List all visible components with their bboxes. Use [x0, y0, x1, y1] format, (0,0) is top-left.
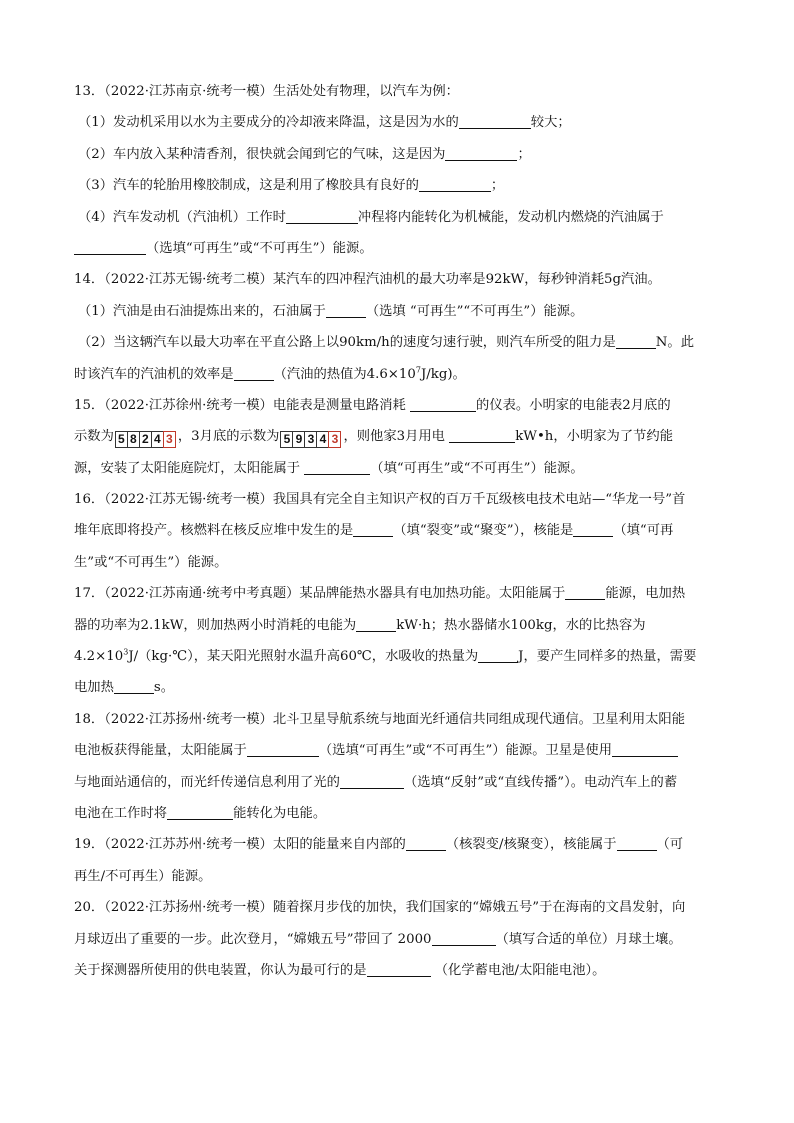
question-14-part-1 — [74, 296, 724, 327]
question-16-line-3 — [74, 547, 724, 578]
answer-blank[interactable] — [432, 927, 496, 946]
question-17-line-1 — [74, 578, 724, 609]
q18-text-6: 电池在工作时将 — [74, 805, 168, 821]
q16-text-2: 堆年底即将投产。核燃料在核反应堆中发生的是 — [74, 523, 354, 539]
q13-p3-text: （3）汽车的轮胎用橡胶制成，这是利用了橡胶具有良好的 — [78, 178, 419, 194]
q13-p3-tail: ； — [490, 178, 505, 194]
meter-digit: 9 — [292, 431, 305, 448]
question-18-line-2 — [74, 735, 724, 766]
q17-text-4: kW·h；热水器储水100kg，水的比热容为 — [396, 617, 646, 633]
q19-text-2: （核裂变/核聚变），核能属于 — [445, 837, 617, 853]
q20-text: 20．（2022·江苏扬州·统考一模）随着探月步伐的加快，我们国家的“嫦娥五号”于在海南的文昌发射，向 — [74, 900, 686, 916]
answer-blank[interactable] — [114, 675, 154, 694]
q18-text-4: 与地面站通信的，而光纤传递信息利用了光的 — [74, 774, 340, 790]
question-19-line-2 — [74, 861, 724, 892]
answer-blank[interactable] — [234, 362, 274, 381]
meter-digit: 4 — [151, 431, 164, 448]
answer-blank[interactable] — [612, 738, 678, 757]
answer-blank[interactable] — [478, 644, 518, 663]
q13-p4-text-2: 冲程将内能转化为机械能，发动机内燃烧的汽油属于 — [357, 209, 664, 225]
q19-text-3: （可 — [656, 837, 684, 853]
q14-p1-text: （1）汽油是由石油提炼出来的，石油属于 — [78, 303, 326, 319]
q13-p1-text: （1）发动机采用以水为主要成分的冷却液来降温，这是因为水的 — [78, 115, 459, 131]
question-13-part-1 — [74, 107, 724, 138]
question-20-line-1 — [74, 892, 724, 923]
q15-text-7: 源，安装了太阳能庭院灯，太阳能属于 — [74, 460, 301, 476]
q19-text: 19．（2022·江苏苏州·统考一模）太阳的能量来自内部的 — [74, 837, 406, 853]
q15-text-6: kW•h，小明家为了节约能 — [515, 429, 674, 445]
q17-text-5: 4.2×10 — [74, 649, 124, 665]
answer-blank[interactable] — [445, 142, 517, 161]
q15-text-3: 示数为 — [74, 429, 114, 445]
answer-blank[interactable] — [406, 832, 446, 851]
q17-text-2: 能源，电加热 — [605, 586, 686, 602]
answer-blank[interactable] — [286, 205, 358, 224]
q18-text-5: （选填“反射”或“直线传播”）。电动汽车上的蓄 — [403, 774, 678, 790]
meter-decimal-digit: 3 — [328, 431, 341, 448]
question-13-intro — [74, 76, 724, 107]
answer-blank[interactable] — [419, 173, 491, 192]
answer-blank[interactable] — [449, 424, 515, 443]
meter-decimal-digit: 3 — [163, 431, 176, 448]
answer-blank[interactable] — [565, 581, 605, 600]
q14-p1-tail: （选填 “可再生”“不可再生”）能源。 — [365, 303, 584, 319]
q13-p4-text: （4）汽车发动机（汽油机）工作时 — [78, 209, 286, 225]
q20-text-3: （填写合适的单位）月球土壤。 — [495, 931, 682, 947]
question-17-line-4 — [74, 672, 724, 703]
meter-digit: 2 — [139, 431, 152, 448]
question-13-part-3 — [74, 170, 724, 201]
question-19-line-1 — [74, 829, 724, 860]
worksheet — [74, 76, 724, 986]
q13-p2-tail: ； — [517, 146, 531, 162]
answer-blank[interactable] — [459, 110, 531, 129]
question-16-line-2 — [74, 515, 724, 546]
q16-tail: 生”或“不可再生”）能源。 — [74, 554, 228, 570]
question-17-line-3 — [74, 641, 724, 672]
answer-blank[interactable] — [616, 330, 656, 349]
answer-blank[interactable] — [340, 770, 404, 789]
meter-digit: 8 — [127, 431, 140, 448]
question-20-line-2 — [74, 924, 724, 955]
question-15-line-3 — [74, 453, 724, 484]
question-18-line-4 — [74, 798, 724, 829]
question-14-intro — [74, 264, 724, 295]
q17-text-7: J，要产生同样多的热量，需要 — [518, 649, 697, 665]
q14-p2-text-4: （汽油的热值为4.6×10 — [273, 366, 416, 382]
q17-text-6: J/（kg·℃），某天阳光照射水温升高60℃，水吸收的热量为 — [128, 649, 479, 665]
answer-blank[interactable] — [353, 518, 393, 537]
q19-tail: 再生/不可再生）能源。 — [74, 868, 212, 884]
q15-text-4: ，3月底的示数为 — [177, 429, 280, 445]
answer-blank[interactable] — [573, 518, 613, 537]
q18-text-2: 电池板获得能量，太阳能属于 — [74, 743, 247, 759]
q13-intro-text: 13．（2022·江苏南京·统考一模）生活处处有物理，以汽车为例： — [74, 84, 459, 99]
answer-blank[interactable] — [356, 613, 396, 632]
question-13-part-4-cont — [74, 233, 724, 264]
question-17-line-2 — [74, 610, 724, 641]
q16-text: 16．（2022·江苏无锡·统考一模）我国具有完全自主知识产权的百万千瓦级核电技术电站—“华龙一号”首 — [74, 492, 686, 508]
q14-intro-text: 14．（2022·江苏无锡·统考二模）某汽车的四冲程汽油机的最大功率是92kW，每秒钟消耗5g汽油。 — [74, 272, 661, 288]
answer-blank[interactable] — [247, 738, 319, 757]
q14-p2-text: （2）当这辆汽车以最大功率在平直公路上以90km/h的速度匀速行驶，则汽车所受的阻力是 — [78, 335, 616, 351]
answer-blank[interactable] — [326, 299, 366, 318]
q14-p2-tail: J/kg)。 — [420, 366, 466, 382]
q17-tail: s。 — [153, 680, 175, 696]
q18-tail: 能转化为电能。 — [233, 805, 327, 821]
q18-text: 18．（2022·江苏扬州·统考一模）北斗卫星导航系统与地面光纤通信共同组成现代通信。卫星利用太阳能 — [74, 711, 686, 727]
q14-p2-text-3: 时该汽车的汽油机的效率是 — [74, 366, 234, 382]
exponent: 7 — [415, 365, 421, 375]
question-15-line-2 — [74, 421, 724, 452]
meter-reading-mar — [281, 424, 341, 455]
q15-text-5: ，则他家3月用电 — [343, 429, 445, 445]
answer-blank[interactable] — [410, 393, 476, 412]
question-13-part-2 — [74, 139, 724, 170]
q18-text-3: （选填“可再生”或“不可再生”）能源。卫星是使用 — [318, 743, 612, 759]
q20-tail: （化学蓄电池/太阳能电池）。 — [434, 962, 606, 978]
q13-p2-text: （2）车内放入某种清香剂，很快就会闻到它的气味，这是因为 — [78, 146, 446, 162]
question-18-line-1 — [74, 704, 724, 735]
exponent: 3 — [123, 647, 129, 657]
q13-p4-tail: （选填“可再生”或“不可再生”）能源。 — [146, 240, 373, 256]
q15-text: 15．（2022·江苏徐州·统考一模）电能表是测量电路消耗 — [74, 397, 406, 413]
question-16-line-1 — [74, 484, 724, 515]
meter-digit: 3 — [304, 431, 317, 448]
q15-text-2: 的仪表。小明家的电能表2月底的 — [476, 397, 671, 413]
meter-digit: 5 — [115, 431, 128, 448]
q17-text: 17．（2022·江苏南通·统考中考真题）某品牌能热水器具有电加热功能。太阳能属于 — [74, 586, 566, 602]
answer-blank[interactable] — [367, 958, 431, 977]
question-20-line-3 — [74, 955, 724, 986]
q14-p2-text-2: N。此 — [655, 335, 695, 351]
q13-p1-tail: 较大； — [530, 115, 571, 131]
answer-blank[interactable] — [167, 801, 233, 820]
q17-text-8: 电加热 — [74, 680, 114, 696]
meter-digit: 4 — [316, 431, 329, 448]
q15-tail: （填“可再生”或“不可再生”）能源。 — [370, 460, 584, 476]
answer-blank[interactable] — [304, 456, 370, 475]
q20-text-4: 关于探测器所使用的供电装置，你认为最可行的是 — [74, 962, 367, 978]
question-14-part-2 — [74, 327, 724, 358]
answer-blank[interactable] — [617, 832, 657, 851]
question-14-part-2-cont — [74, 359, 724, 390]
q16-text-4: （填“可再 — [613, 523, 674, 539]
q17-text-3: 器的功率为2.1kW，则加热两小时消耗的电能为 — [74, 617, 357, 633]
q16-text-3: （填“裂变”或“聚变”），核能是 — [393, 523, 574, 539]
question-15-line-1 — [74, 390, 724, 421]
question-18-line-3 — [74, 767, 724, 798]
meter-reading-feb — [116, 424, 176, 455]
question-13-part-4 — [74, 202, 724, 233]
meter-digit: 5 — [280, 431, 293, 448]
q20-text-2: 月球迈出了重要的一步。此次登月，“嫦娥五号”带回了 2000 — [74, 931, 432, 947]
answer-blank[interactable] — [74, 236, 146, 255]
